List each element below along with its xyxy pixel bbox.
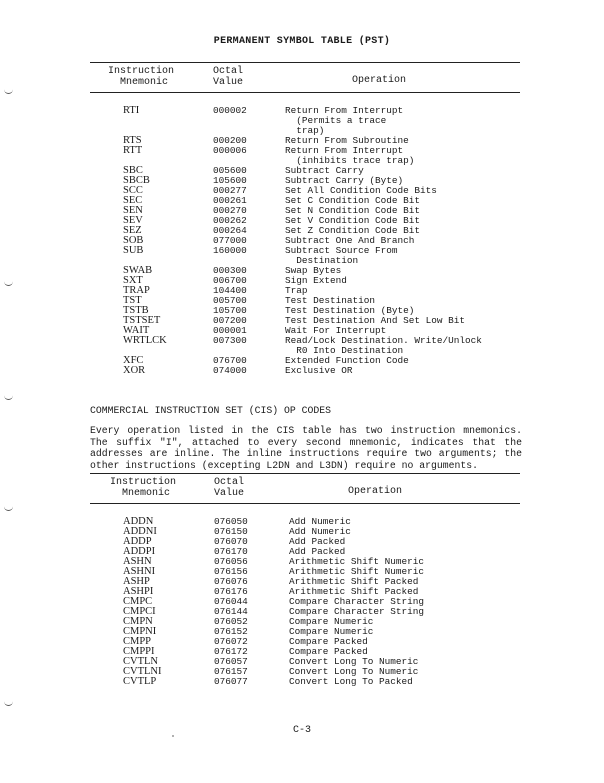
cis-octal-cell: 076044 [214, 596, 248, 607]
cis-operation-cell: Compare Packed [289, 646, 368, 657]
cis-operation-cell: Compare Character String [289, 596, 425, 607]
cis-mnemonic-cell: ADDP [123, 536, 152, 547]
pst-octal-cell: 076700 [213, 355, 247, 366]
pst-octal-cell: 000200 [213, 135, 247, 146]
cis-row [0, 677, 604, 687]
cis-operation-cell: Add Packed [289, 546, 346, 557]
pst-mnemonic-cell: TSTSET [123, 315, 161, 326]
cis-mnemonic-cell: CMPP [123, 636, 152, 647]
pst-operation-cell: Subtract One And Branch [285, 235, 415, 246]
pst-operation-cell: Extended Function Code [285, 355, 409, 366]
pst-mnemonic-cell: SEC [123, 195, 143, 206]
cis-operation-cell: Arithmetic Shift Packed [289, 576, 419, 587]
cis-operation-cell: Add Numeric [289, 526, 351, 537]
pst-mnemonic-cell: XOR [123, 365, 146, 376]
pst-mnemonic-cell: TST [123, 295, 142, 306]
cis-octal-cell: 076077 [214, 676, 248, 687]
pst-mnemonic-cell: SOB [123, 235, 144, 246]
pst-mnemonic-cell: TSTB [123, 305, 149, 316]
pst-operation-cell: Set N Condition Code Bit [285, 205, 421, 216]
cis-top-rule [90, 473, 520, 474]
pst-header-mnemonic: Instruction Mnemonic [108, 66, 175, 88]
cis-operation-cell: Compare Packed [289, 636, 368, 647]
binder-mark [4, 88, 13, 94]
pst-operation-cell: Subtract Carry (Byte) [285, 175, 404, 186]
pst-octal-cell: 160000 [213, 245, 247, 256]
cis-octal-cell: 076170 [214, 546, 248, 557]
cis-mnemonic-cell: ASHN [123, 556, 152, 567]
cis-mnemonic-cell: CVTLP [123, 676, 157, 687]
cis-octal-cell: 076172 [214, 646, 248, 657]
pst-octal-cell: 007300 [213, 335, 247, 346]
cis-octal-cell: 076072 [214, 636, 248, 647]
pst-operation-cell: Test Destination And Set Low Bit [285, 315, 466, 326]
pst-row [0, 366, 604, 376]
cis-octal-cell: 076150 [214, 526, 248, 537]
cis-mnemonic-cell: CMPNI [123, 626, 157, 637]
cis-mnemonic-cell: ADDNI [123, 526, 157, 537]
cis-octal-cell: 076056 [214, 556, 248, 567]
pst-octal-cell: 000264 [213, 225, 247, 236]
pst-mnemonic-cell: WAIT [123, 325, 150, 336]
pst-header-octal: Octal Value [213, 66, 244, 88]
cis-octal-cell: 076057 [214, 656, 248, 667]
pst-operation-cell: (Permits a trace [285, 115, 387, 126]
pst-mnemonic-cell: SXT [123, 275, 143, 286]
cis-octal-cell: 076157 [214, 666, 248, 677]
pst-operation-cell: Swap Bytes [285, 265, 342, 276]
pst-top-rule [90, 62, 520, 63]
pst-operation-cell: Subtract Carry [285, 165, 364, 176]
cis-octal-cell: 076156 [214, 566, 248, 577]
cis-operation-cell: Convert Long To Packed [289, 676, 413, 687]
cis-operation-cell: Arithmetic Shift Numeric [289, 566, 425, 577]
pst-operation-cell: Set Z Condition Code Bit [285, 225, 421, 236]
pst-mnemonic-cell: TRAP [123, 285, 150, 296]
cis-octal-cell: 076152 [214, 626, 248, 637]
pst-mnemonic-cell: SBCB [123, 175, 150, 186]
pst-octal-cell: 000300 [213, 265, 247, 276]
pst-octal-cell: 000006 [213, 145, 247, 156]
pst-octal-cell: 105600 [213, 175, 247, 186]
pst-operation-cell: (inhibits trace trap) [285, 155, 415, 166]
pst-operation-cell: Set C Condition Code Bit [285, 195, 421, 206]
cis-mnemonic-cell: CVTLN [123, 656, 158, 667]
scan-speck [172, 735, 174, 737]
pst-operation-cell: Return From Subroutine [285, 135, 409, 146]
pst-operation-cell: Read/Lock Destination. Write/Unlock [285, 335, 482, 346]
pst-operation-cell: Set V Condition Code Bit [285, 215, 421, 226]
pst-mnemonic-cell: SEN [123, 205, 143, 216]
page-number: C-3 [292, 725, 311, 736]
pst-operation-cell: Test Destination [285, 295, 376, 306]
cis-operation-cell: Compare Numeric [289, 626, 374, 637]
pst-header-operation: Operation [352, 75, 407, 86]
cis-operation-cell: Arithmetic Shift Numeric [289, 556, 425, 567]
pst-octal-cell: 000270 [213, 205, 247, 216]
cis-operation-cell: Convert Long To Numeric [289, 666, 419, 677]
cis-operation-cell: Compare Numeric [289, 616, 374, 627]
pst-octal-cell: 000001 [213, 325, 247, 336]
cis-octal-cell: 076050 [214, 516, 248, 527]
pst-octal-cell: 105700 [213, 305, 247, 316]
cis-header-octal: Octal Value [214, 477, 245, 499]
pst-octal-cell: 104400 [213, 285, 247, 296]
pst-mnemonic-cell: SBC [123, 165, 143, 176]
cis-mnemonic-cell: ADDPI [123, 546, 156, 557]
binder-mark [4, 700, 13, 706]
pst-octal-cell: 000262 [213, 215, 247, 226]
cis-octal-cell: 076076 [214, 576, 248, 587]
cis-mnemonic-cell: CMPC [123, 596, 153, 607]
cis-operation-cell: Add Packed [289, 536, 346, 547]
pst-mnemonic-cell: SCC [123, 185, 143, 196]
pst-octal-cell: 000277 [213, 185, 247, 196]
pst-operation-cell: Trap [285, 285, 308, 296]
binder-mark [4, 394, 13, 400]
pst-operation-cell: Exclusive OR [285, 365, 353, 376]
pst-operation-cell: Return From Interrupt [285, 145, 404, 156]
pst-mnemonic-cell: SEV [123, 215, 143, 226]
pst-header-rule [90, 92, 520, 93]
pst-mnemonic-cell: RTT [123, 145, 143, 156]
page-title: PERMANENT SYMBOL TABLE (PST) [213, 36, 391, 47]
pst-octal-cell: 000002 [213, 105, 247, 116]
pst-mnemonic-cell: SUB [123, 245, 144, 256]
cis-mnemonic-cell: CMPPI [123, 646, 155, 657]
cis-operation-cell: Compare Character String [289, 606, 425, 617]
pst-octal-cell: 007200 [213, 315, 247, 326]
pst-operation-cell: Set All Condition Code Bits [285, 185, 437, 196]
pst-operation-cell: Destination [285, 255, 359, 266]
pst-operation-cell: Subtract Source From [285, 245, 398, 256]
cis-mnemonic-cell: CMPCI [123, 606, 156, 617]
cis-octal-cell: 076176 [214, 586, 248, 597]
cis-mnemonic-cell: ASHPI [123, 586, 154, 597]
binder-mark [4, 505, 13, 511]
pst-operation-cell: Sign Extend [285, 275, 347, 286]
pst-operation-cell: Return From Interrupt [285, 105, 404, 116]
cis-mnemonic-cell: CVTLNI [123, 666, 162, 677]
cis-octal-cell: 076052 [214, 616, 248, 627]
pst-mnemonic-cell: SEZ [123, 225, 142, 236]
cis-header-operation: Operation [348, 486, 403, 497]
cis-operation-cell: Add Numeric [289, 516, 351, 527]
pst-operation-cell: Test Destination (Byte) [285, 305, 415, 316]
pst-mnemonic-cell: WRTLCK [123, 335, 167, 346]
pst-octal-cell: 006700 [213, 275, 247, 286]
cis-mnemonic-cell: CMPN [123, 616, 153, 627]
pst-mnemonic-cell: RTI [123, 105, 140, 116]
pst-octal-cell: 000261 [213, 195, 247, 206]
cis-octal-cell: 076070 [214, 536, 248, 547]
pst-operation-cell: R0 Into Destination [285, 345, 404, 356]
cis-header-mnemonic: Instruction Mnemonic [110, 477, 177, 499]
cis-operation-cell: Arithmetic Shift Packed [289, 586, 419, 597]
pst-mnemonic-cell: SWAB [123, 265, 153, 276]
cis-mnemonic-cell: ASHNI [123, 566, 156, 577]
cis-octal-cell: 076144 [214, 606, 248, 617]
cis-paragraph: Every operation listed in the CIS table has two instruction mnemonics. The suffix "I", attached to every second mnemonic, indicates that the addresses are inline. The inline instructions require two arguments; the other instructions (excepting L2DN and L3DN) require no arguments. [90, 425, 522, 471]
pst-operation-cell: trap) [285, 125, 325, 136]
pst-operation-cell: Wait For Interrupt [285, 325, 387, 336]
cis-operation-cell: Convert Long To Numeric [289, 656, 419, 667]
pst-mnemonic-cell: RTS [123, 135, 142, 146]
cis-heading: COMMERCIAL INSTRUCTION SET (CIS) OP CODES [90, 405, 332, 416]
pst-mnemonic-cell: XFC [123, 355, 144, 366]
pst-octal-cell: 077000 [213, 235, 247, 246]
pst-octal-cell: 005700 [213, 295, 247, 306]
cis-mnemonic-cell: ASHP [123, 576, 150, 587]
cis-header-rule [90, 503, 520, 504]
cis-mnemonic-cell: ADDN [123, 516, 154, 527]
pst-octal-cell: 005600 [213, 165, 247, 176]
pst-octal-cell: 074000 [213, 365, 247, 376]
